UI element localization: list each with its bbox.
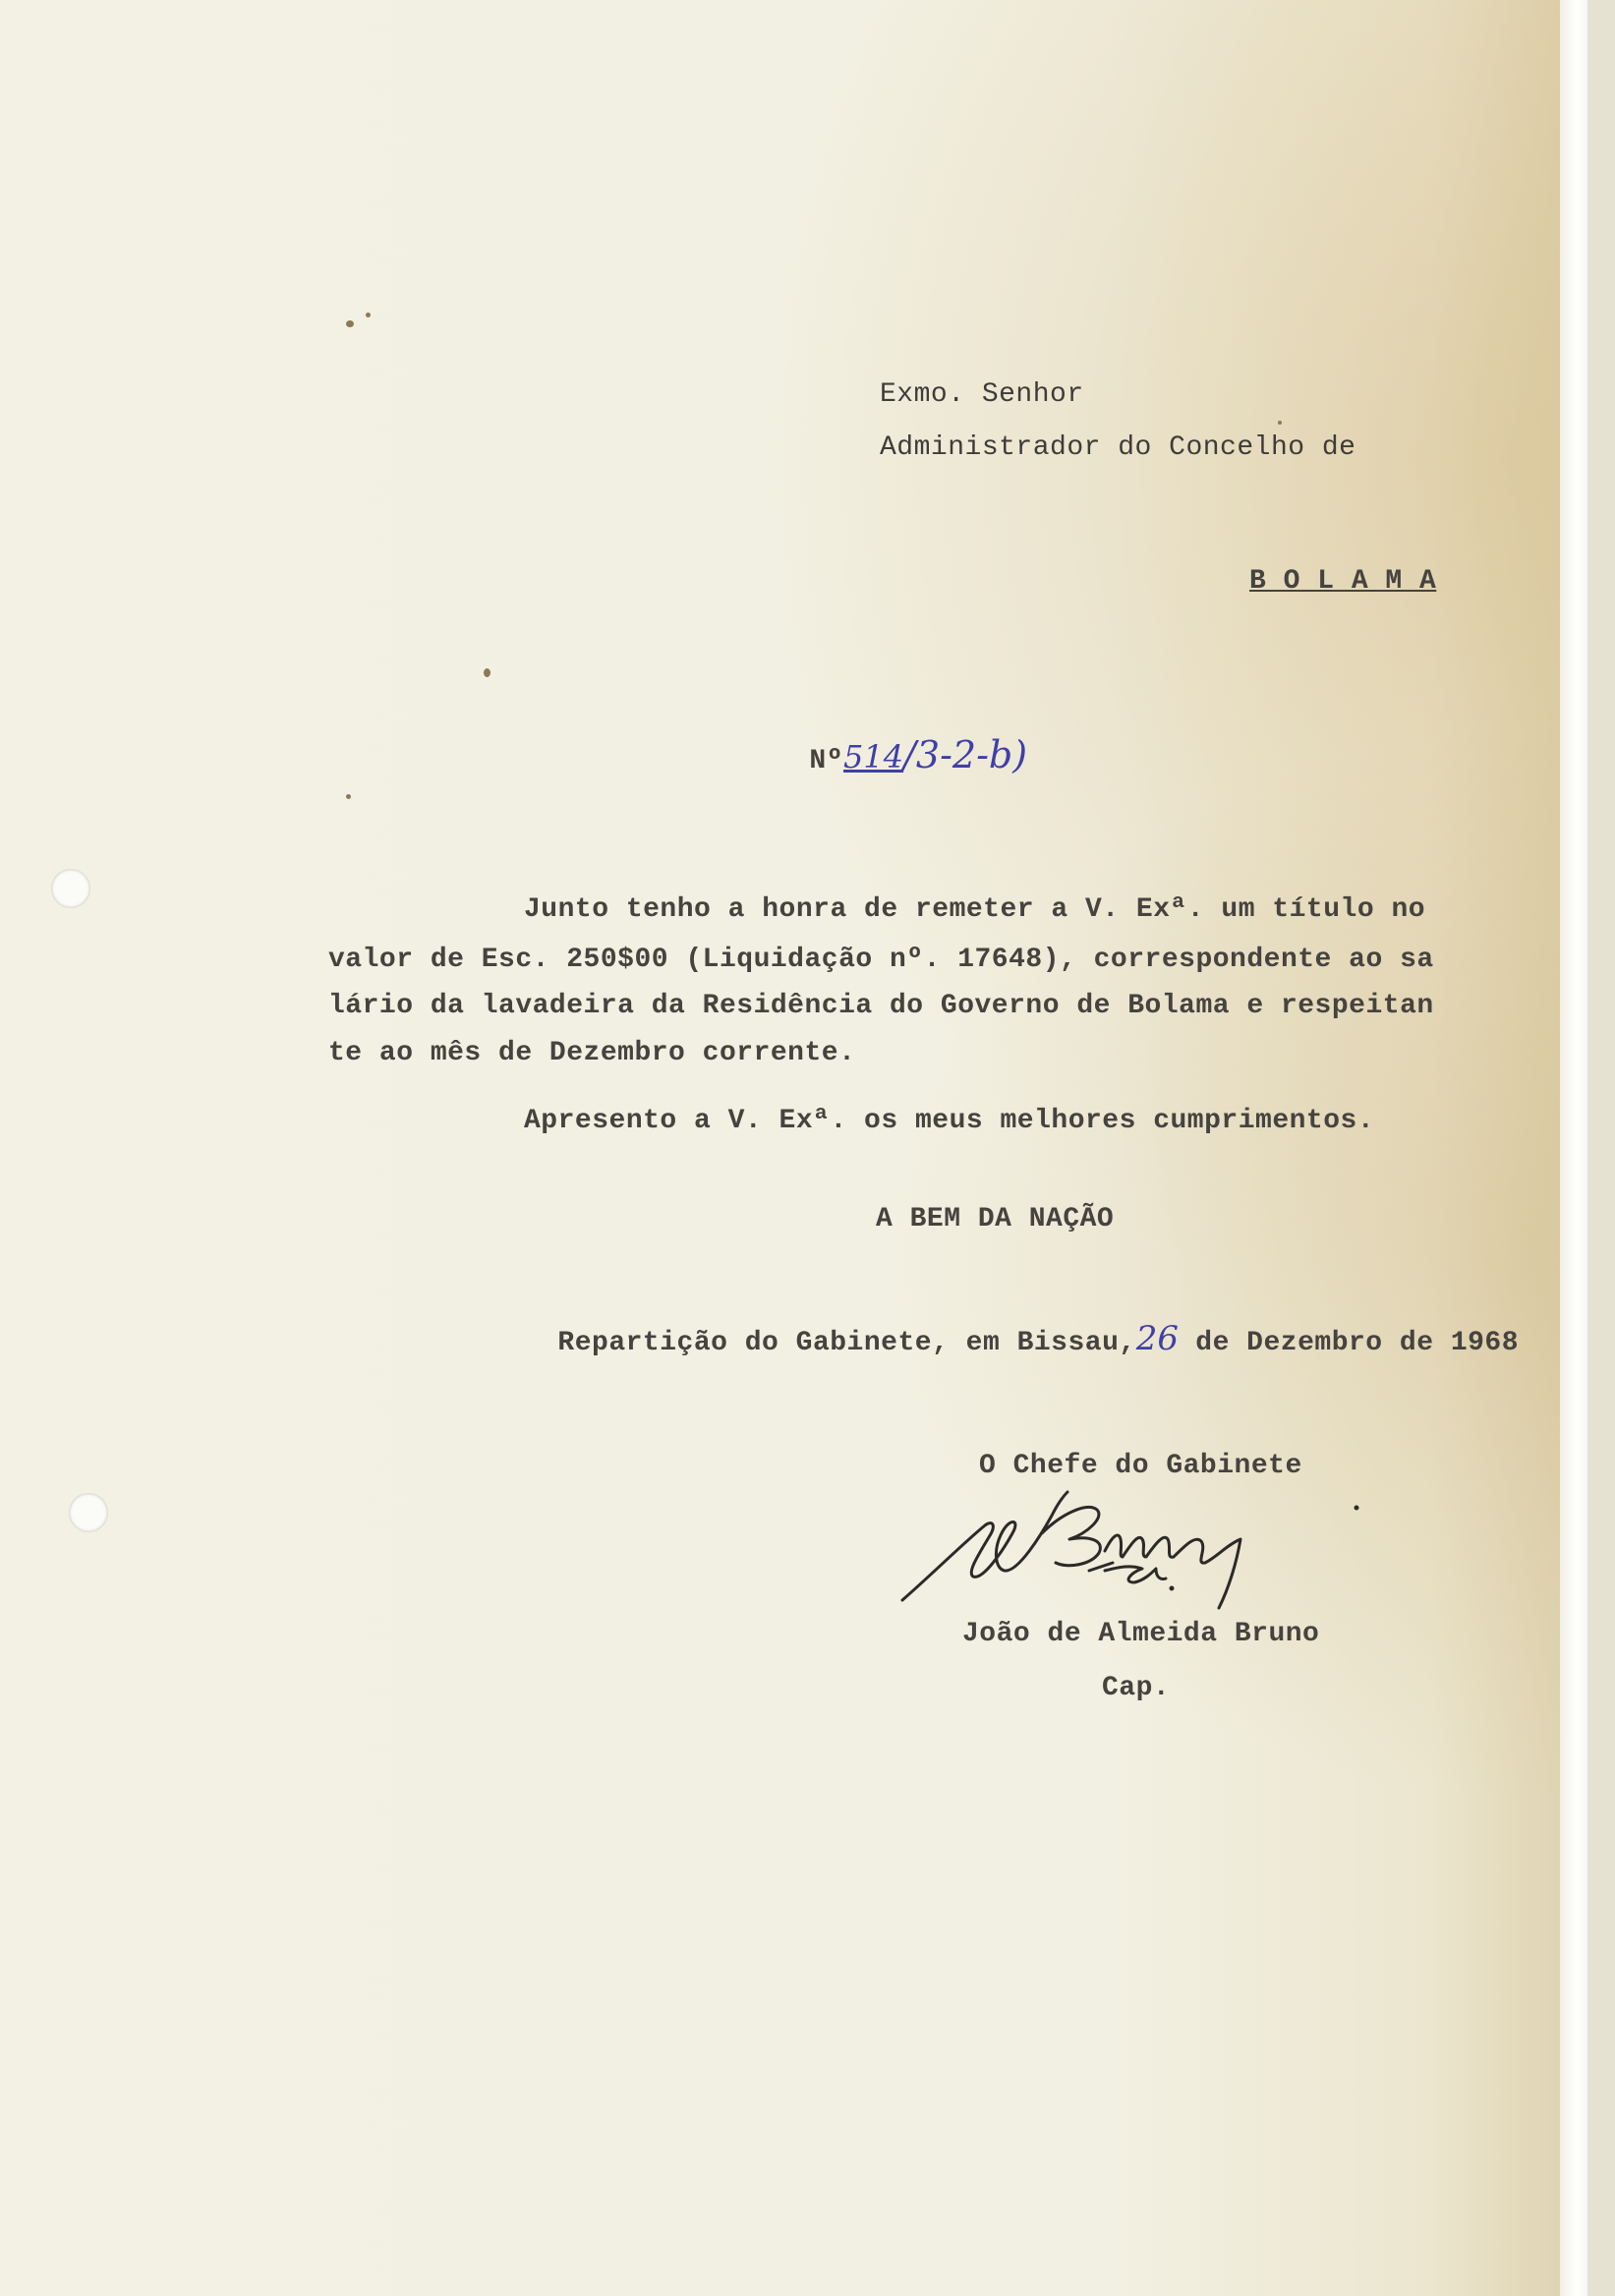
reference-handwritten-number: 514 <box>843 738 904 775</box>
signatory-title: O Chefe do Gabinete <box>979 1451 1302 1481</box>
reference-handwritten-code: /3-2-b) <box>903 733 1028 776</box>
dateline-handwritten-day: 26 <box>1135 1319 1179 1358</box>
motto: A BEM DA NAÇÃO <box>876 1204 1115 1234</box>
signatory-name: João de Almeida Bruno <box>962 1619 1320 1649</box>
punch-hole-top <box>51 869 90 908</box>
handwritten-signature <box>894 1474 1366 1632</box>
stain-speck <box>366 313 371 317</box>
dateline-suffix: de Dezembro de 1968 <box>1178 1328 1520 1358</box>
stain-speck <box>484 668 490 677</box>
body-closing: Apresento a V. Exª. os meus melhores cumprimentos. <box>524 1106 1375 1136</box>
reference-number <box>772 716 1027 795</box>
recipient: Administrador do Concelho de <box>880 432 1356 463</box>
body-line-2: valor de Esc. 250$00 (Liquidação nº. 17648), correspondente ao sa <box>328 945 1434 975</box>
body-line-4: te ao mês de Dezembro corrente. <box>328 1038 856 1068</box>
body-line-3: lário da lavadeira da Residência do Governo de Bolama e respeitan <box>328 991 1434 1021</box>
salutation: Exmo. Senhor <box>880 379 1084 410</box>
dateline-prefix: Repartição do Gabinete, em Bissau, <box>557 1328 1136 1358</box>
paper-edge <box>1560 0 1587 2296</box>
stain-speck <box>346 320 354 327</box>
signatory-rank: Cap. <box>1102 1673 1171 1703</box>
stain-speck <box>1278 421 1282 425</box>
body-line-1: Junto tenho a honra de remeter a V. Exª. um título no <box>524 894 1426 925</box>
dateline <box>520 1301 1519 1377</box>
punch-hole-bottom <box>69 1493 108 1532</box>
recipient-place: B O L A M A <box>1249 566 1437 597</box>
reference-prefix: Nº <box>809 746 844 776</box>
stain-speck <box>346 794 351 799</box>
